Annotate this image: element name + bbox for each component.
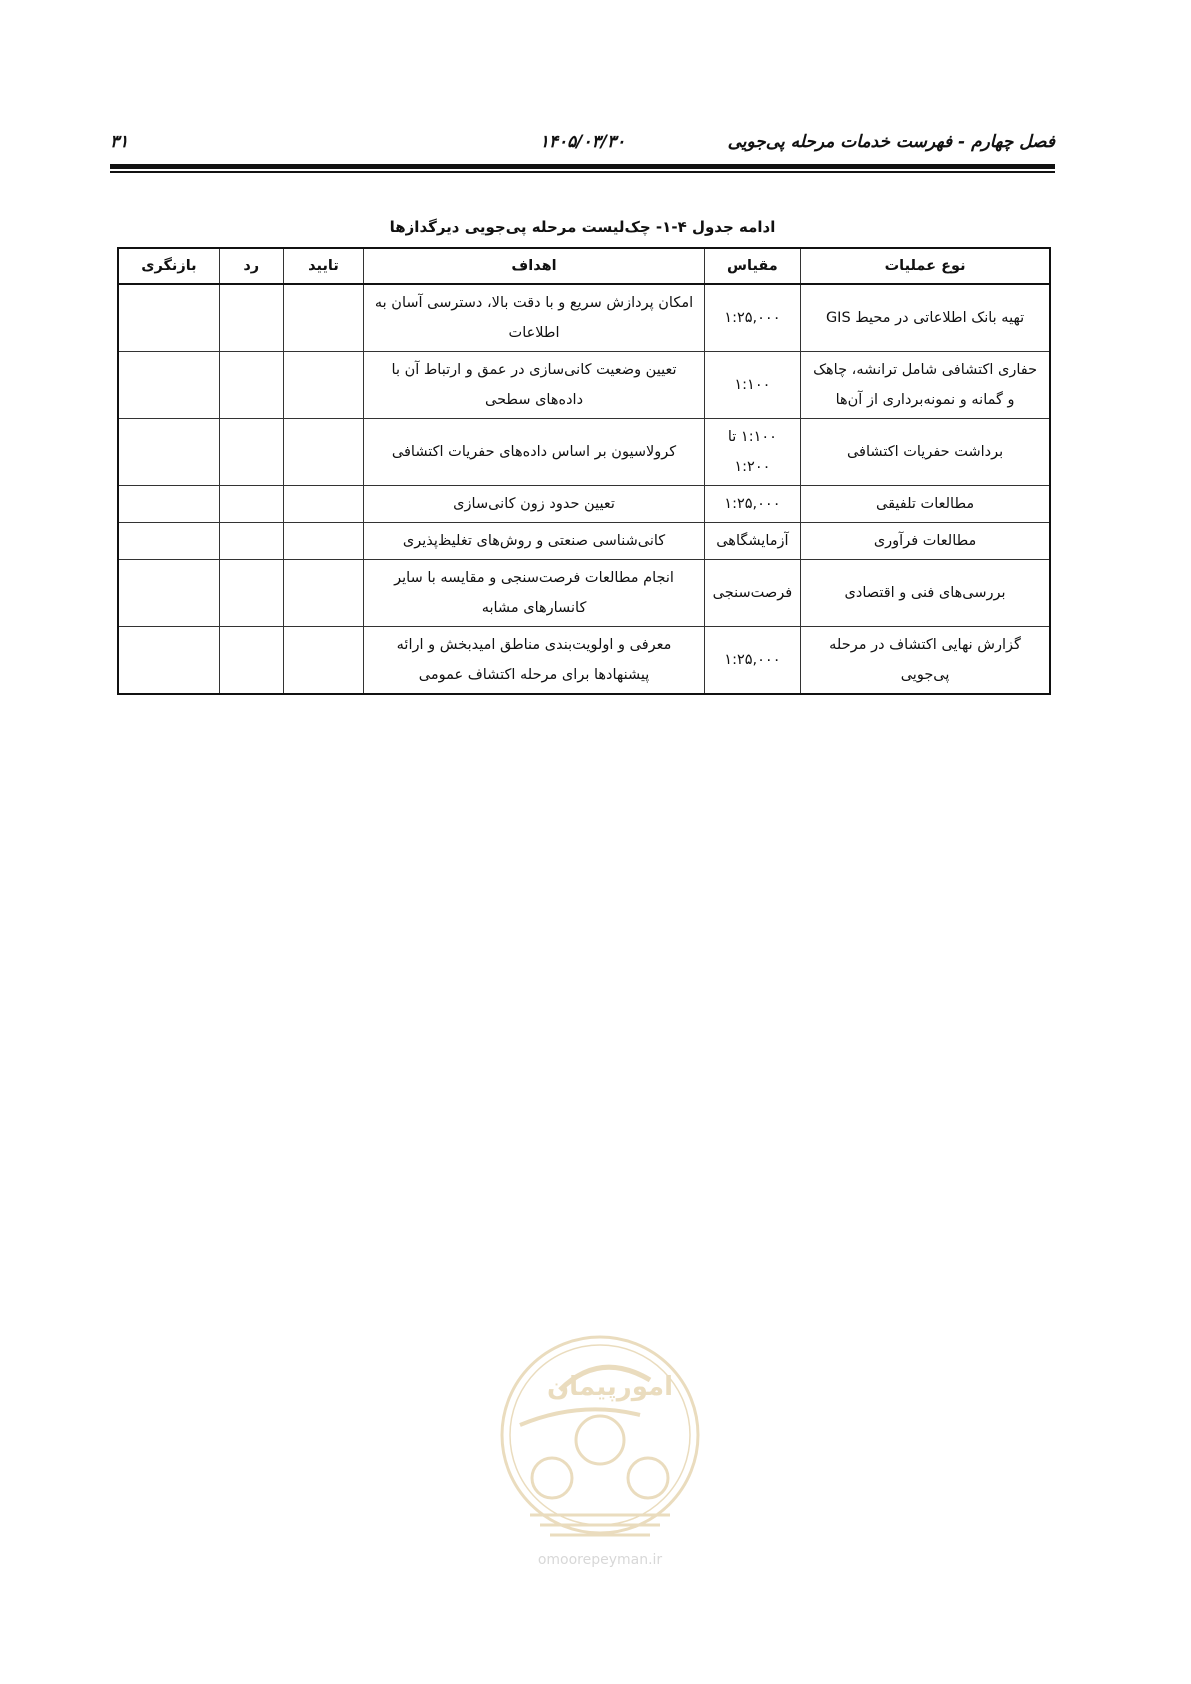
cell-scale: فرصت‌سنجی [704,560,800,627]
page-number: ۳۱ [110,132,129,152]
cell-reject [219,627,283,695]
cell-scale: ۱:۲۵,۰۰۰ [704,486,800,523]
header-review: بازنگری [118,248,219,284]
table-row [118,560,1050,627]
table-row [118,627,1050,695]
cell-goals: معرفی و اولویت‌بندی مناطق امیدبخش و ارائه پیشنهادها برای مرحله اکتشاف عمومی [364,627,704,695]
chapter-title: فصل چهارم - فهرست خدمات مرحله پی‌جویی [727,132,1055,152]
cell-reject [219,419,283,486]
cell-approve [283,627,364,695]
cell-scale: ۱:۲۵,۰۰۰ [704,627,800,695]
cell-goals: تعیین وضعیت کانی‌سازی در عمق و ارتباط آن با داده‌های سطحی [364,352,704,419]
header-rule-thin [110,171,1055,173]
header-goals: اهداف [364,248,704,284]
header-reject: رد [219,248,283,284]
cell-review [118,352,219,419]
watermark-url: omoorepeyman.ir [537,1552,663,1568]
cell-operation: برداشت حفریات اکتشافی [801,419,1050,486]
cell-scale: ۱:۲۵,۰۰۰ [704,284,800,352]
table-row [118,486,1050,523]
watermark [490,1330,710,1570]
cell-reject [219,352,283,419]
table-row [118,419,1050,486]
cell-review [118,560,219,627]
cell-reject [219,560,283,627]
table-caption: ادامه جدول ۴-۱- چک‌لیست مرحله پی‌جویی دیرگدازها [389,218,776,236]
cell-operation: بررسی‌های فنی و اقتصادی [801,560,1050,627]
cell-goals: امکان پردازش سریع و با دقت بالا، دسترسی آسان به اطلاعات [364,284,704,352]
cell-review [118,486,219,523]
table-header-row [118,248,1050,284]
cell-review [118,284,219,352]
cell-approve [283,352,364,419]
header-approve: تایید [283,248,364,284]
cell-operation: تهیه بانک اطلاعاتی در محیط GIS [801,284,1050,352]
cell-approve [283,419,364,486]
cell-operation: مطالعات تلفیقی [801,486,1050,523]
checklist-table [117,247,1051,695]
cell-scale: ۱:۱۰۰ تا ۱:۲۰۰ [704,419,800,486]
header-operation: نوع عملیات [801,248,1050,284]
cell-operation: حفاری اکتشافی شامل ترانشه، چاهک و گمانه و نمونه‌برداری از آن‌ها [801,352,1050,419]
cell-reject [219,284,283,352]
header-rule-thick [110,164,1055,169]
cell-goals: کرولاسیون بر اساس داده‌های حفریات اکتشافی [364,419,704,486]
cell-approve [283,523,364,560]
cell-operation: گزارش نهایی اکتشاف در مرحله پی‌جویی [801,627,1050,695]
cell-review [118,627,219,695]
header-scale: مقیاس [704,248,800,284]
table-row [118,284,1050,352]
cell-approve [283,284,364,352]
watermark-logo-text: امورپیمان [546,1372,674,1402]
cell-scale: آزمایشگاهی [704,523,800,560]
watermark-logo-icon [490,1330,710,1570]
cell-review [118,419,219,486]
cell-scale: ۱:۱۰۰ [704,352,800,419]
cell-review [118,523,219,560]
cell-goals: انجام مطالعات فرصت‌سنجی و مقایسه با سایر کانسارهای مشابه [364,560,704,627]
table-row [118,352,1050,419]
cell-goals: تعیین حدود زون کانی‌سازی [364,486,704,523]
table-row [118,523,1050,560]
cell-goals: کانی‌شناسی صنعتی و روش‌های تغلیظ‌پذیری [364,523,704,560]
cell-reject [219,486,283,523]
cell-reject [219,523,283,560]
cell-operation: مطالعات فرآوری [801,523,1050,560]
cell-approve [283,486,364,523]
header-date: ۱۴۰۵/۰۳/۳۰ [539,132,626,152]
cell-approve [283,560,364,627]
page-header [110,128,1055,158]
